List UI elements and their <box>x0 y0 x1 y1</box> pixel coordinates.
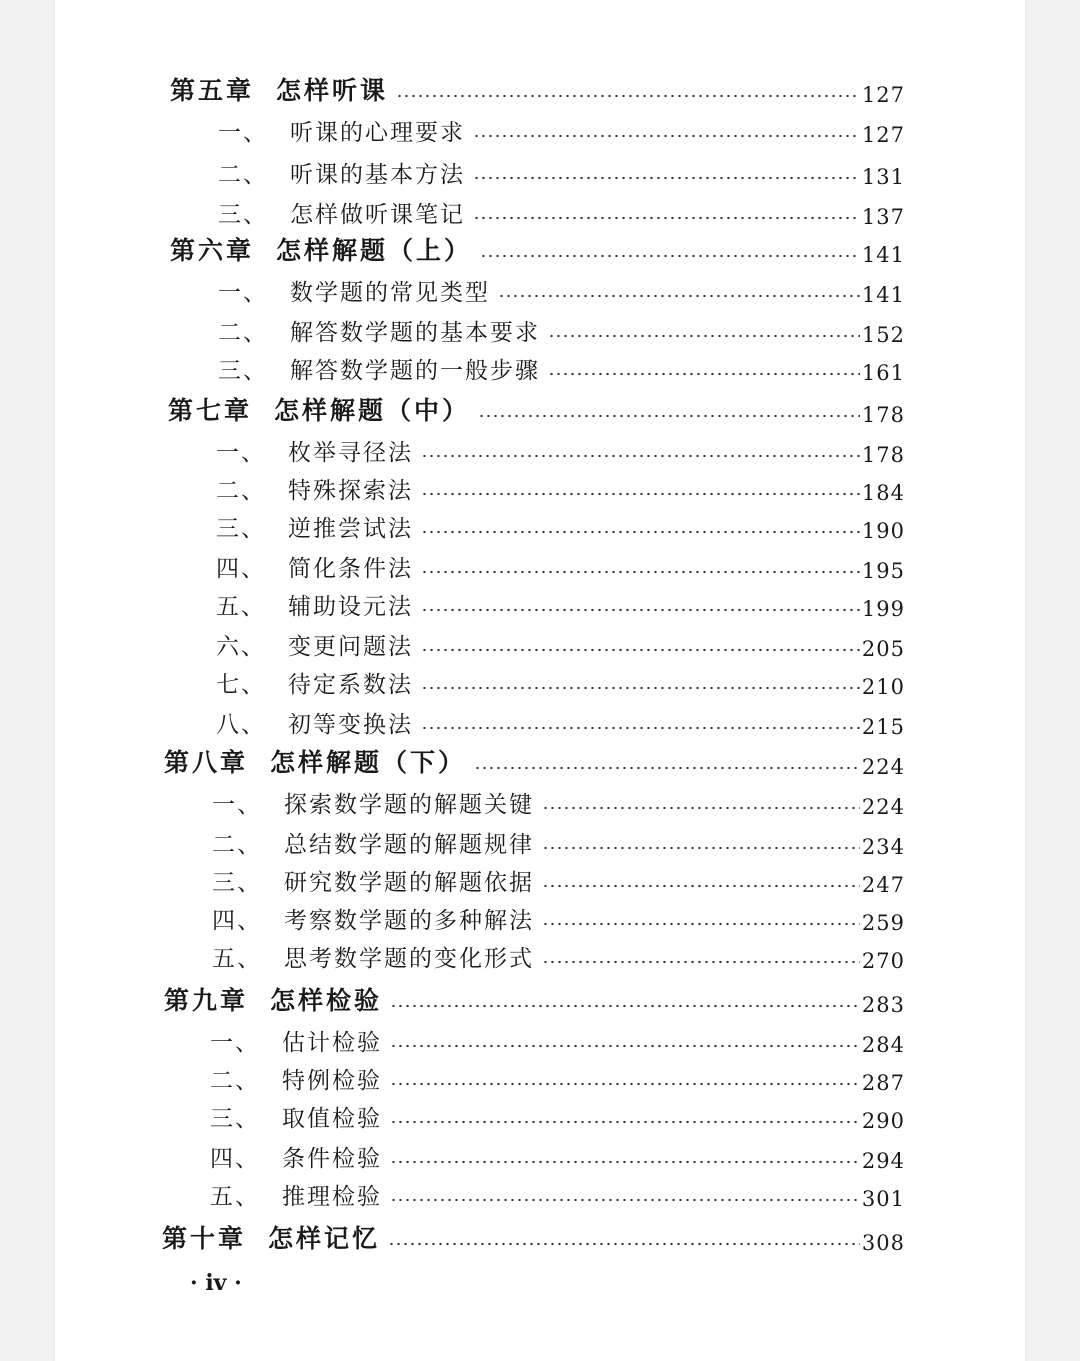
toc-entry-title <box>164 981 388 1017</box>
toc-entry-number: 三、 <box>218 202 268 228</box>
toc-section-row <box>218 155 905 189</box>
dot-leader <box>390 1044 860 1048</box>
toc-entry-title <box>218 196 471 229</box>
toc-entry-title <box>162 1219 386 1255</box>
toc-entry-number: 三、 <box>212 870 262 896</box>
toc-entry-title <box>218 314 546 347</box>
toc-chapter-row <box>170 233 905 267</box>
toc-entry-title <box>210 1178 388 1211</box>
toc-entry-number: 二、 <box>218 320 268 346</box>
toc-entry-title <box>216 666 419 699</box>
toc-entry-title <box>216 588 419 621</box>
toc-entry-text: 怎样记忆 <box>268 1224 381 1253</box>
toc-section-row <box>218 273 905 307</box>
toc-entry-title <box>164 743 472 779</box>
toc-entry-number: 第八章 <box>164 748 249 777</box>
toc-section-row <box>216 627 905 661</box>
toc-page-number: 210 <box>861 675 905 699</box>
toc-entry-number: 第十章 <box>162 1224 247 1253</box>
toc-entry-number: 二、 <box>212 832 262 858</box>
toc-section-row <box>212 863 905 897</box>
dot-leader <box>542 922 860 926</box>
toc-entry-text: 特例检验 <box>282 1068 382 1094</box>
dot-leader <box>388 1242 860 1246</box>
toc-entry-text: 怎样解题（上） <box>276 236 473 265</box>
toc-entry-text: 枚举寻径法 <box>288 440 413 466</box>
toc-page-number: 290 <box>861 1109 905 1133</box>
toc-page-number: 224 <box>861 795 905 819</box>
toc-entry-number: 一、 <box>216 440 266 466</box>
toc-entry-text: 待定系数法 <box>288 672 413 698</box>
toc-section-row <box>216 471 905 505</box>
toc-section-row <box>212 785 905 819</box>
toc-entry-text: 逆推尝试法 <box>288 516 413 542</box>
toc-entry-text: 听课的基本方法 <box>290 162 465 188</box>
toc-entry-text: 特殊探索法 <box>288 478 413 504</box>
toc-entry-number: 第九章 <box>164 986 249 1015</box>
dot-leader <box>421 648 860 652</box>
toc-section-row <box>210 1099 905 1133</box>
dot-leader <box>473 134 860 138</box>
toc-section-row <box>216 509 905 543</box>
toc-entry-text: 怎样解题（中） <box>274 396 471 425</box>
toc-entry-title <box>210 1140 388 1173</box>
toc-section-row <box>216 433 905 467</box>
dot-leader <box>542 846 860 850</box>
dot-leader <box>390 1120 860 1124</box>
toc-page-number: 127 <box>861 123 905 147</box>
toc-section-row <box>216 705 905 739</box>
toc-entry-number: 二、 <box>216 478 266 504</box>
toc-page-number: 284 <box>861 1033 905 1057</box>
toc-entry-text: 初等变换法 <box>288 712 413 738</box>
toc-page-number: 308 <box>861 1231 905 1255</box>
toc-entry-title <box>216 628 419 661</box>
toc-page-number: 270 <box>861 949 905 973</box>
toc-entry-text: 思考数学题的变化形式 <box>284 946 534 972</box>
toc-page-number: 152 <box>861 323 905 347</box>
toc-page-number: 141 <box>861 243 905 267</box>
dot-leader <box>478 414 860 418</box>
dot-leader <box>421 570 860 574</box>
toc-section-row <box>212 825 905 859</box>
toc-entry-title <box>216 550 419 583</box>
toc-entry-number: 二、 <box>210 1068 260 1094</box>
toc-entry-text: 怎样做听课笔记 <box>290 202 465 228</box>
toc-page-number: 294 <box>861 1149 905 1173</box>
toc-entry-text: 辅助设元法 <box>288 594 413 620</box>
toc-entry-number: 一、 <box>218 120 268 146</box>
toc-entry-title <box>216 706 419 739</box>
toc-entry-number: 第六章 <box>170 236 255 265</box>
toc-entry-title <box>168 391 476 427</box>
toc-section-row <box>218 195 905 229</box>
toc-entry-number: 第七章 <box>168 396 253 425</box>
toc-section-row <box>216 587 905 621</box>
toc-entry-number: 五、 <box>212 946 262 972</box>
toc-entry-text: 取值检验 <box>282 1106 382 1132</box>
dot-leader <box>548 334 860 338</box>
toc-chapter-row <box>162 1221 905 1255</box>
toc-entry-text: 探索数学题的解题关键 <box>284 792 534 818</box>
toc-section-row <box>216 549 905 583</box>
toc-entry-title <box>212 786 540 819</box>
toc-page-number: 259 <box>861 911 905 935</box>
dot-leader <box>542 960 860 964</box>
toc-page-number: 224 <box>861 755 905 779</box>
toc-entry-text: 总结数学题的解题规律 <box>284 832 534 858</box>
toc-chapter-row <box>170 73 905 107</box>
dot-leader <box>390 1160 860 1164</box>
toc-chapter-row <box>164 745 905 779</box>
toc-page-number: 205 <box>861 637 905 661</box>
dot-leader <box>498 294 860 298</box>
toc-entry-number: 第五章 <box>170 76 255 105</box>
dot-leader <box>390 1198 860 1202</box>
toc-entry-title <box>212 864 540 897</box>
dot-leader <box>421 454 860 458</box>
toc-page-number: 287 <box>861 1071 905 1095</box>
toc-entry-text: 解答数学题的一般步骤 <box>290 358 540 384</box>
toc-entry-text: 数学题的常见类型 <box>290 280 490 306</box>
toc-entry-text: 研究数学题的解题依据 <box>284 870 534 896</box>
toc-page-number: 178 <box>861 403 905 427</box>
toc-entry-text: 怎样解题（下） <box>270 748 467 777</box>
toc-entry-number: 三、 <box>216 516 266 542</box>
dot-leader <box>421 726 860 730</box>
toc-entry-title <box>170 71 394 107</box>
toc-entry-text: 听课的心理要求 <box>290 120 465 146</box>
toc-entry-title <box>210 1100 388 1133</box>
dot-leader <box>421 530 860 534</box>
toc-page-number: 283 <box>861 993 905 1017</box>
toc-entry-title <box>212 826 540 859</box>
toc-page-number: 184 <box>861 481 905 505</box>
toc-page-number: 161 <box>861 361 905 385</box>
toc-entry-title <box>218 352 546 385</box>
toc-entry-title <box>212 940 540 973</box>
toc-entry-title <box>218 274 496 307</box>
toc-entry-text: 简化条件法 <box>288 556 413 582</box>
toc-entry-title <box>216 434 419 467</box>
toc-section-row <box>210 1061 905 1095</box>
toc-page-number: 195 <box>861 559 905 583</box>
toc-section-row <box>212 901 905 935</box>
toc-entry-text: 估计检验 <box>282 1030 382 1056</box>
toc-page-number: 301 <box>861 1187 905 1211</box>
toc-entry-number: 三、 <box>210 1106 260 1132</box>
dot-leader <box>421 608 860 612</box>
dot-leader <box>548 372 860 376</box>
toc-entry-title <box>210 1024 388 1057</box>
toc-entry-title <box>212 902 540 935</box>
toc-page-number: 178 <box>861 443 905 467</box>
dot-leader <box>390 1082 860 1086</box>
toc-section-row <box>212 939 905 973</box>
toc-entry-title <box>216 510 419 543</box>
toc-section-row <box>216 665 905 699</box>
toc-page-number: 127 <box>861 83 905 107</box>
toc-entry-number: 一、 <box>210 1030 260 1056</box>
dot-leader <box>542 806 860 810</box>
toc-page-number: 234 <box>861 835 905 859</box>
toc-entry-text: 考察数学题的多种解法 <box>284 908 534 934</box>
toc-entry-number: 五、 <box>210 1184 260 1210</box>
dot-leader <box>480 254 860 258</box>
toc-entry-number: 五、 <box>216 594 266 620</box>
toc-page-number: 141 <box>861 283 905 307</box>
dot-leader <box>473 176 860 180</box>
toc-page-number: 137 <box>861 205 905 229</box>
toc-entry-text: 解答数学题的基本要求 <box>290 320 540 346</box>
dot-leader <box>421 492 860 496</box>
dot-leader <box>474 766 860 770</box>
toc-page-number: 247 <box>861 873 905 897</box>
toc-entry-number: 四、 <box>210 1146 260 1172</box>
dot-leader <box>542 884 860 888</box>
toc-entry-number: 一、 <box>212 792 262 818</box>
toc-entry-number: 六、 <box>216 634 266 660</box>
page-marker: · iv · <box>190 1270 242 1296</box>
toc-section-row <box>210 1139 905 1173</box>
toc-entry-title <box>170 231 478 267</box>
table-of-contents <box>55 0 1025 1361</box>
toc-entry-number: 三、 <box>218 358 268 384</box>
toc-entry-number: 一、 <box>218 280 268 306</box>
toc-entry-text: 怎样检验 <box>270 986 383 1015</box>
toc-chapter-row <box>168 393 905 427</box>
toc-section-row <box>218 313 905 347</box>
dot-leader <box>421 686 860 690</box>
toc-chapter-row <box>164 983 905 1017</box>
toc-entry-text: 怎样听课 <box>276 76 389 105</box>
toc-entry-title <box>216 472 419 505</box>
toc-entry-number: 四、 <box>212 908 262 934</box>
toc-section-row <box>210 1023 905 1057</box>
toc-page-number: 131 <box>861 165 905 189</box>
toc-section-row <box>218 351 905 385</box>
toc-entry-number: 七、 <box>216 672 266 698</box>
toc-entry-text: 条件检验 <box>282 1146 382 1172</box>
toc-entry-number: 二、 <box>218 162 268 188</box>
dot-leader <box>396 94 860 98</box>
toc-entry-text: 变更问题法 <box>288 634 413 660</box>
toc-entry-number: 八、 <box>216 712 266 738</box>
toc-page-number: 190 <box>861 519 905 543</box>
toc-section-row <box>210 1177 905 1211</box>
toc-entry-text: 推理检验 <box>282 1184 382 1210</box>
toc-entry-number: 四、 <box>216 556 266 582</box>
toc-section-row <box>218 113 905 147</box>
toc-page-number: 215 <box>861 715 905 739</box>
dot-leader <box>390 1004 860 1008</box>
toc-entry-title <box>210 1062 388 1095</box>
toc-entry-title <box>218 156 471 189</box>
scanned-page <box>55 0 1025 1361</box>
toc-entry-title <box>218 114 471 147</box>
toc-page-number: 199 <box>861 597 905 621</box>
dot-leader <box>473 216 860 220</box>
